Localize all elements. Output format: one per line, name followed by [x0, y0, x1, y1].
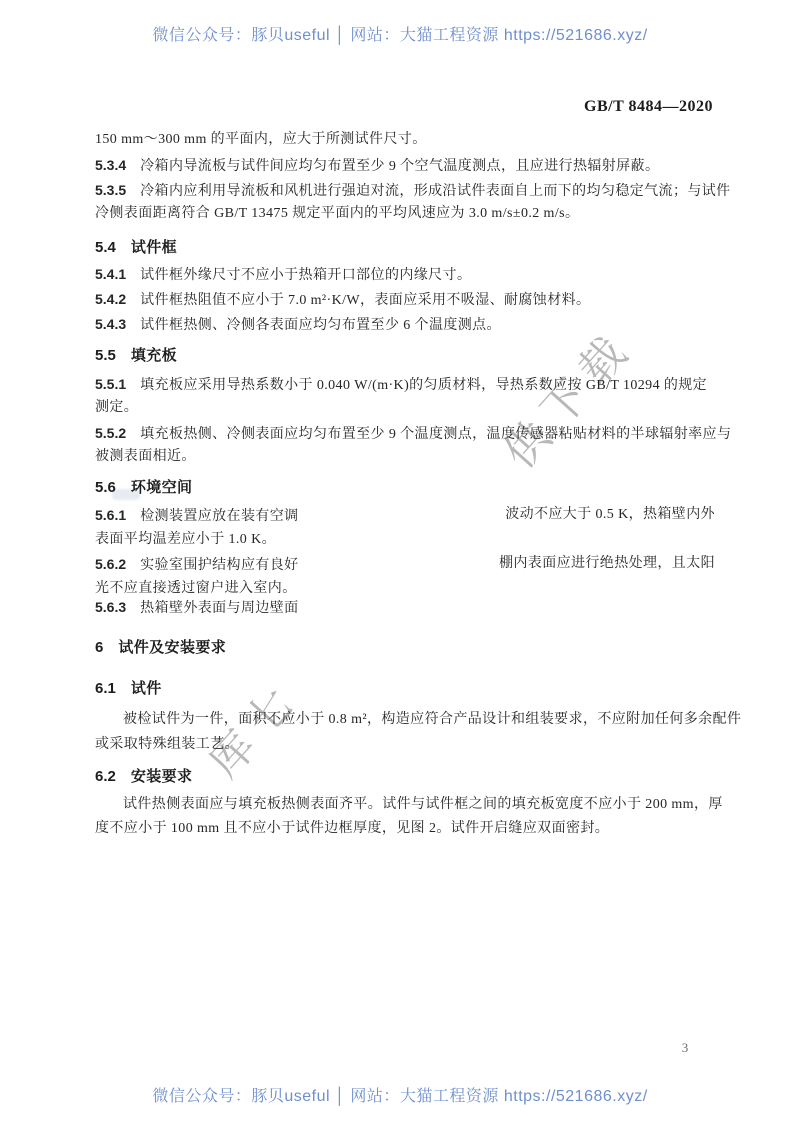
clause-5-5-2-line1 [95, 423, 732, 445]
clause-5-6-3 [95, 597, 715, 619]
heading-6-1-title: 试件 [130, 680, 162, 697]
clause-5-6-2-left [95, 554, 299, 576]
heading-6-title: 试件及安装要求 [118, 639, 227, 656]
heading-6 [95, 638, 715, 658]
diagonal-watermark-upper: 供下载 [494, 319, 645, 479]
clause-5-6-2-right-text: 棚内表面应进行绝热处理，且太阳 [499, 556, 715, 571]
clause-5-6-3-text: 热箱壁外表面与周边壁面 [140, 601, 299, 616]
heading-6-2 [95, 767, 715, 787]
paragraph-6-2-line2: 度不应小于 100 mm 且不应小于试件边框厚度，见图 2。试件开启缝应双面密封。 [95, 821, 610, 836]
clause-5-6-1-line2: 表面平均温差应小于 1.0 K。 [95, 532, 277, 547]
clause-5-4-1-number: 5.4.1 [95, 266, 127, 282]
heading-5-5-title: 填充板 [130, 347, 178, 364]
paragraph-6-1-line2: 或采取特殊组装工艺。 [95, 737, 239, 752]
paragraph-6-2-line1: 试件热侧表面应与填充板热侧表面齐平。试件与试件框之间的填充板宽度不应小于 200 mm，厚 [123, 797, 723, 812]
clause-5-6-2-left-text: 实验室围护结构应有良好 [140, 558, 299, 573]
clause-5-6-2-line2: 光不应直接透过窗户进入室内。 [95, 581, 297, 596]
clause-5-3-4-text: 冷箱内导流板与试件间应均匀布置至少 9 个空气温度测点，且应进行热辐射屏蔽。 [140, 159, 660, 174]
heading-5-5 [95, 346, 715, 366]
page-number: 3 [681, 1040, 689, 1055]
heading-5-4 [95, 238, 715, 258]
clause-5-5-1-line1 [95, 374, 715, 396]
heading-5-4-number: 5.4 [95, 239, 116, 256]
clause-5-6-1-right-text: 波动不应大于 0.5 K，热箱壁内外 [505, 507, 715, 522]
header-watermark: 微信公众号：豚贝useful │ 网站：大猫工程资源 https://521686.xyz/ [152, 27, 648, 44]
clause-5-5-2-number: 5.5.2 [95, 425, 127, 441]
clause-5-5-1-text1: 填充板应采用导热系数小于 0.040 W/(m·K)的匀质材料，导热系数应按 GB/T 10294 的规定 [140, 378, 708, 393]
clause-5-6-1-left-text: 检测装置应放在装有空调 [140, 509, 299, 524]
clause-5-6-1-line1 [95, 505, 715, 527]
clause-5-4-3-number: 5.4.3 [95, 316, 127, 332]
heading-6-1-number: 6.1 [95, 680, 116, 697]
intro-continuation-line: 150 mm～300 mm 的平面内，应大于所测试件尺寸。 [95, 132, 427, 147]
heading-6-2-number: 6.2 [95, 768, 116, 785]
clause-5-6-2-line1 [95, 554, 715, 576]
clause-5-5-2-line2: 被测表面相近。 [95, 449, 196, 464]
clause-5-3-4 [95, 155, 715, 177]
clause-5-4-2-text: 试件框热阻值不应小于 7.0 m²·K/W，表面应采用不吸湿、耐腐蚀材料。 [140, 293, 591, 308]
clause-5-3-5-line1 [95, 180, 731, 202]
heading-5-4-title: 试件框 [130, 239, 178, 256]
paragraph-6-1-line1: 被检试件为一件，面积不应小于 0.8 m²，构造应符合产品设计和组装要求，不应附加任何多余配件 [123, 712, 742, 727]
diagonal-watermark-lower: 库七 [198, 670, 312, 788]
heading-6-1 [95, 679, 715, 699]
clause-5-6-1-left [95, 505, 299, 527]
footer-watermark: 微信公众号：豚贝useful │ 网站：大猫工程资源 https://521686.xyz/ [152, 1088, 648, 1105]
clause-5-4-1-text: 试件框外缘尺寸不应小于热箱开口部位的内缘尺寸。 [140, 268, 472, 283]
heading-6-2-title: 安装要求 [130, 768, 193, 785]
clause-5-5-1-line2: 测定。 [95, 400, 139, 415]
clause-5-6-3-number: 5.6.3 [95, 599, 127, 615]
clause-5-5-1-number: 5.5.1 [95, 376, 127, 392]
clause-5-4-2 [95, 289, 715, 311]
standard-number: GB/T 8484—2020 [584, 98, 713, 115]
heading-5-5-number: 5.5 [95, 347, 116, 364]
clause-5-6-2-number: 5.6.2 [95, 556, 127, 572]
heading-5-6-title: 环境空间 [130, 479, 193, 496]
clause-5-3-5-number: 5.3.5 [95, 182, 127, 198]
heading-5-6 [95, 478, 715, 498]
clause-5-6-1-number: 5.6.1 [95, 507, 127, 523]
heading-6-number: 6 [95, 639, 104, 656]
clause-5-4-1 [95, 264, 715, 286]
heading-5-6-number: 5.6 [95, 479, 116, 496]
clause-5-4-3-text: 试件框热侧、冷侧各表面应均匀布置至少 6 个温度测点。 [140, 318, 501, 333]
clause-5-3-4-number: 5.3.4 [95, 157, 127, 173]
clause-5-3-5-line2: 冷侧表面距离符合 GB/T 13475 规定平面内的平均风速应为 3.0 m/s±0.2 m/s。 [95, 206, 580, 221]
clause-5-4-2-number: 5.4.2 [95, 291, 127, 307]
clause-5-4-3 [95, 314, 715, 336]
clause-5-5-2-text1: 填充板热侧、冷侧表面应均匀布置至少 9 个温度测点，温度传感器粘贴材料的半球辐射率应与 [140, 427, 732, 442]
clause-5-3-5-text1: 冷箱内应利用导流板和风机进行强迫对流，形成沿试件表面自上而下的均匀稳定气流；与试件 [140, 184, 731, 199]
